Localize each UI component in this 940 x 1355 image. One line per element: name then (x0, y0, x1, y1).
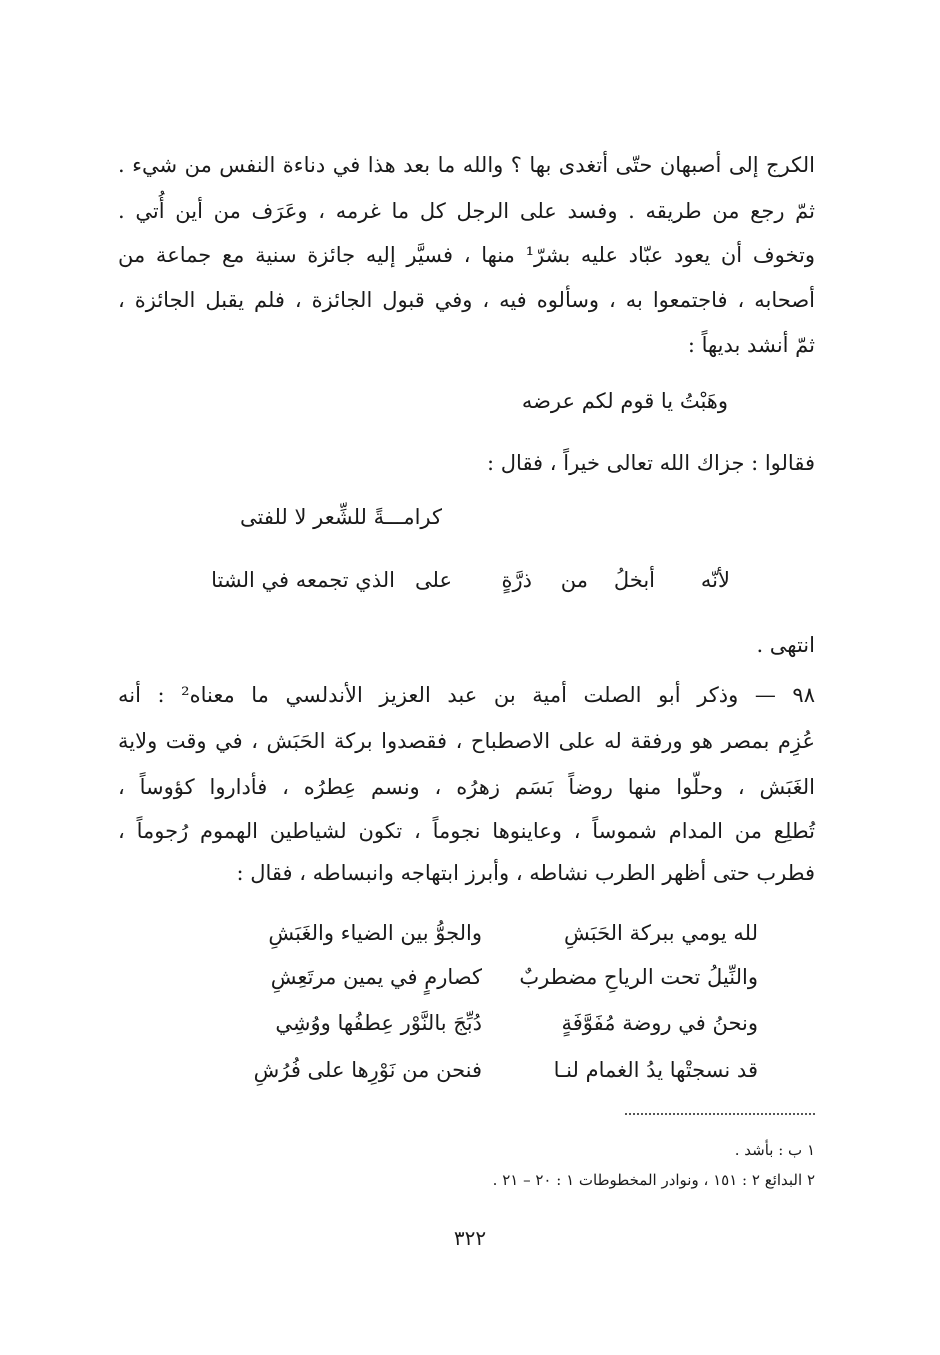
paragraph-2-line-4: تُطلِع من المدام شموساً ، وعاينوها نجوماً ، تكون لشياطين الهموم رُجوماً ، (118, 819, 815, 843)
paragraph-2-line-2: عُزِم بمصر هو ورفقة له على الاصطباح ، فقصدوا بركة الحَبَش ، في وقت ولاية (118, 729, 815, 753)
paragraph-1-line-2: ثمّ رجع من طريقه . وفسد على الرجل كل ما غرمه ، وعَرَف من أين أُتي . (118, 199, 815, 223)
paragraph-1-line-5: ثمّ أنشد بديهاً : (687, 333, 815, 357)
paragraph-1-line-1: الكرج إلى أصبهان حتّى أتغدى بها ؟ والله ما بعد هذا في دناءة النفس من شيء . (118, 153, 815, 177)
paragraph-2-line-1: ٩٨ — وذكر أبو الصلت أمية بن عبد العزيز الأندلسي ما معناه² : أنه (118, 683, 815, 707)
paragraph-1-line-4: أصحابه ، فاجتمعوا به ، وسألوه فيه ، وفي قبول الجائزة ، فلم يقبل الجائزة ، (118, 288, 815, 312)
poem-verse-3-second-hemistich: دُبِّجَ بالنَّوْر عِطفُها ووُشِي (275, 1011, 482, 1035)
footnote-2: ٢ البدائع ٢ : ١٥١ ، ونوادر المخطوطات ١ : ٢٠ – ٢١ . (492, 1171, 815, 1189)
verse-3-word-3: من (560, 568, 588, 592)
verse-2: كرامـــةً للشِّعر لا للفتى (239, 505, 442, 529)
verse-3-word-4: ذرَّةٍ (501, 568, 532, 592)
verse-3-word-6: الذي تجمعه في الشتا (211, 568, 395, 592)
poem-verse-3-first-hemistich: ونحنُ في روضة مُفَوَّفَةٍ (561, 1011, 758, 1035)
poem-verse-2-second-hemistich: كصارمٍ في يمين مرتَعِشِ (270, 965, 482, 989)
poem-verse-4-first-hemistich: قد نسجتْها يدُ الغمام لنـا (553, 1058, 758, 1082)
verse-1: وهَبْتُ يا قوم لكم عرضه (521, 389, 728, 413)
page-number: ٣٢٢ (453, 1226, 487, 1250)
paragraph-1-line-3: وتخوف أن يعود عبّاد عليه بشرّ¹ منها ، فسيَّر إليه جائزة سنية مع جماعة من (118, 243, 815, 267)
verse-3-word-1: لأنّه (700, 568, 730, 592)
ending-note: انتهى . (756, 633, 815, 657)
verse-3-word-5: على (415, 568, 452, 592)
poem-verse-1-second-hemistich: والجوُّ بين الضياء والغَبَشِ (268, 921, 482, 945)
poem-verse-1-first-hemistich: لله يومي ببركة الحَبَشِ (563, 921, 758, 945)
reply-line: فقالوا : جزاك الله تعالى خيراً ، فقال : (487, 451, 815, 475)
footnote-separator (625, 1113, 815, 1115)
footnote-1: ١ ب : بأشد . (734, 1141, 815, 1159)
poem-verse-2-first-hemistich: والنِّيلُ تحت الرياحِ مضطربٌ (519, 965, 758, 989)
verse-3-word-2: أبخلُ (613, 568, 655, 592)
paragraph-2-line-3: الغَبَش ، وحلّوا منها روضاً بَسَم زهرُه ، ونسم عِطرُه ، فأداروا كؤوساً ، (118, 775, 815, 799)
paragraph-2-line-5: فطرب حتى أظهر الطرب نشاطه ، وأبرز ابتهاجه وانبساطه ، فقال : (236, 861, 815, 885)
poem-verse-4-second-hemistich: فنحن من نَوْرِها على فُرُشِ (253, 1058, 482, 1082)
